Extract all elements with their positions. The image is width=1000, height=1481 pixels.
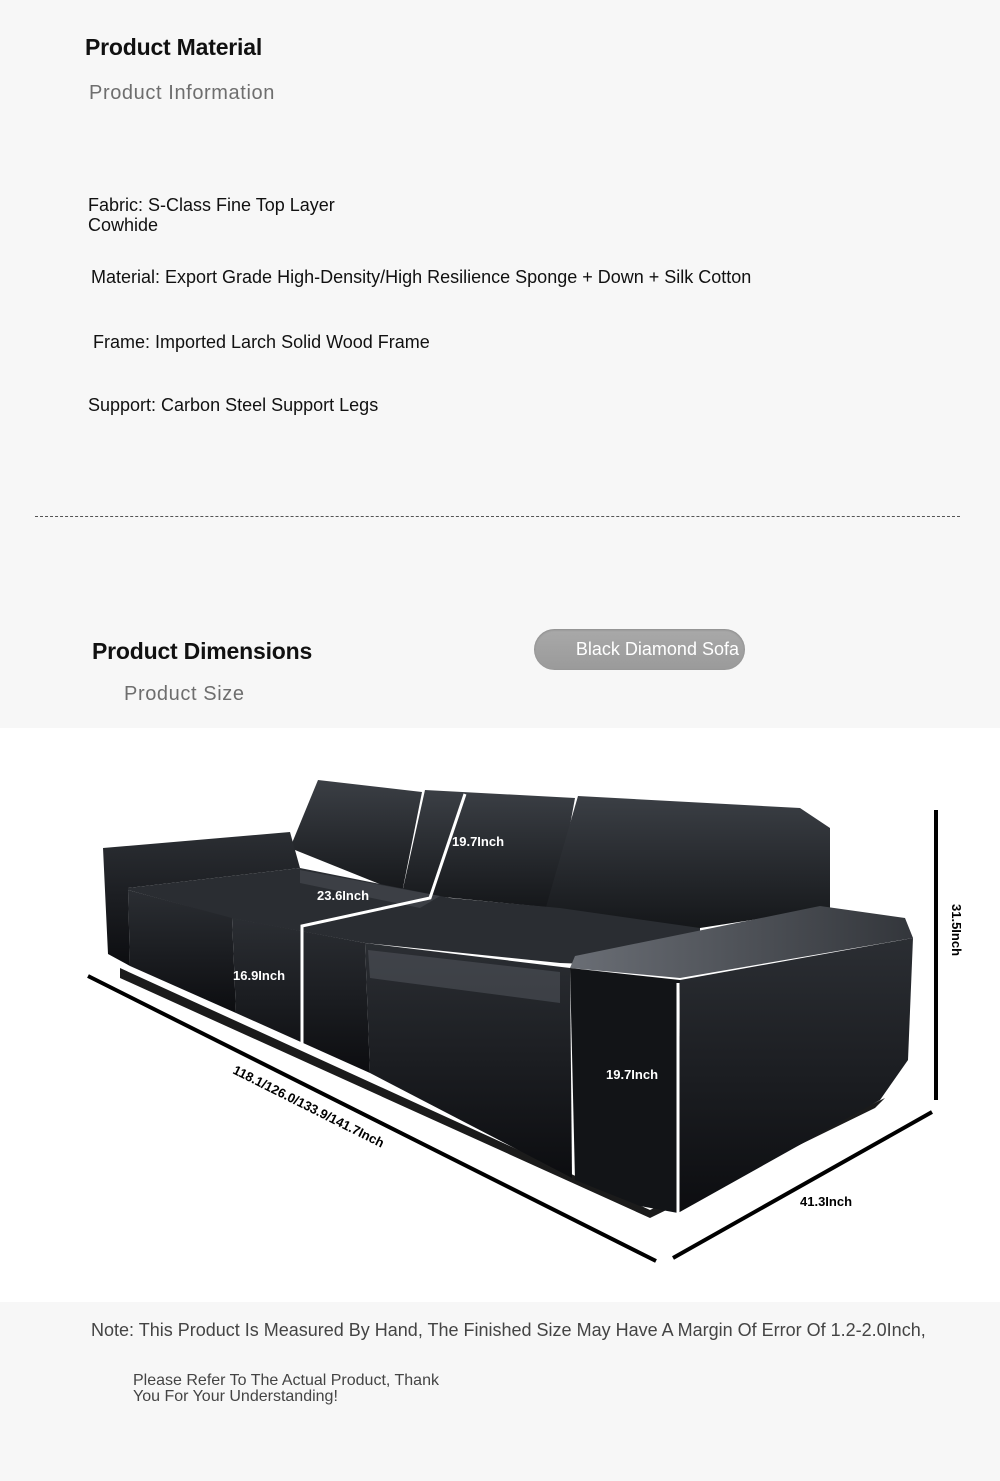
note-line-2: Please Refer To The Actual Product, Thank You For Your Understanding! bbox=[133, 1372, 439, 1405]
spec-fabric: Fabric: S-Class Fine Top Layer Cowhide bbox=[88, 195, 335, 235]
dimensions-title: Product Dimensions bbox=[92, 638, 313, 664]
label-length: 118.1/126.0/133.9/141.7Inch bbox=[230, 1062, 387, 1151]
product-name-badge bbox=[534, 629, 745, 670]
sofa-right-arm-front bbox=[570, 968, 680, 1213]
label-depth: 41.3Inch bbox=[800, 1194, 853, 1209]
sofa-right-arm-side bbox=[678, 938, 913, 1213]
material-title: Product Material bbox=[85, 34, 263, 60]
product-name-badge-label: Black Diamond Sofa bbox=[575, 639, 739, 659]
dimensions-subtitle: Product Size bbox=[124, 683, 245, 705]
material-subtitle: Product Information bbox=[89, 82, 275, 104]
sofa-dimension-illustration bbox=[0, 728, 1000, 1302]
sofa-back-cushion-middle bbox=[402, 790, 575, 908]
sofa-back-cushion-right bbox=[540, 796, 830, 928]
label-back-height: 19.7Inch bbox=[452, 834, 505, 849]
label-arm-height: 19.7Inch bbox=[606, 1067, 659, 1082]
section-divider bbox=[35, 516, 960, 517]
label-seat-depth: 23.6Inch bbox=[317, 888, 370, 903]
note-line-1: Note: This Product Is Measured By Hand, The Finished Size May Have A Margin Of Error Of 1.2-2.0Inch, bbox=[91, 1320, 926, 1340]
sofa-drawing bbox=[0, 728, 1000, 1302]
spec-support: Support: Carbon Steel Support Legs bbox=[88, 395, 379, 415]
label-total-height: 31.5Inch bbox=[949, 904, 964, 957]
spec-material: Material: Export Grade High-Density/High Resilience Sponge + Down + Silk Cotton bbox=[91, 267, 752, 287]
spec-frame: Frame: Imported Larch Solid Wood Frame bbox=[93, 332, 430, 352]
label-seat-height: 16.9Inch bbox=[233, 968, 286, 983]
